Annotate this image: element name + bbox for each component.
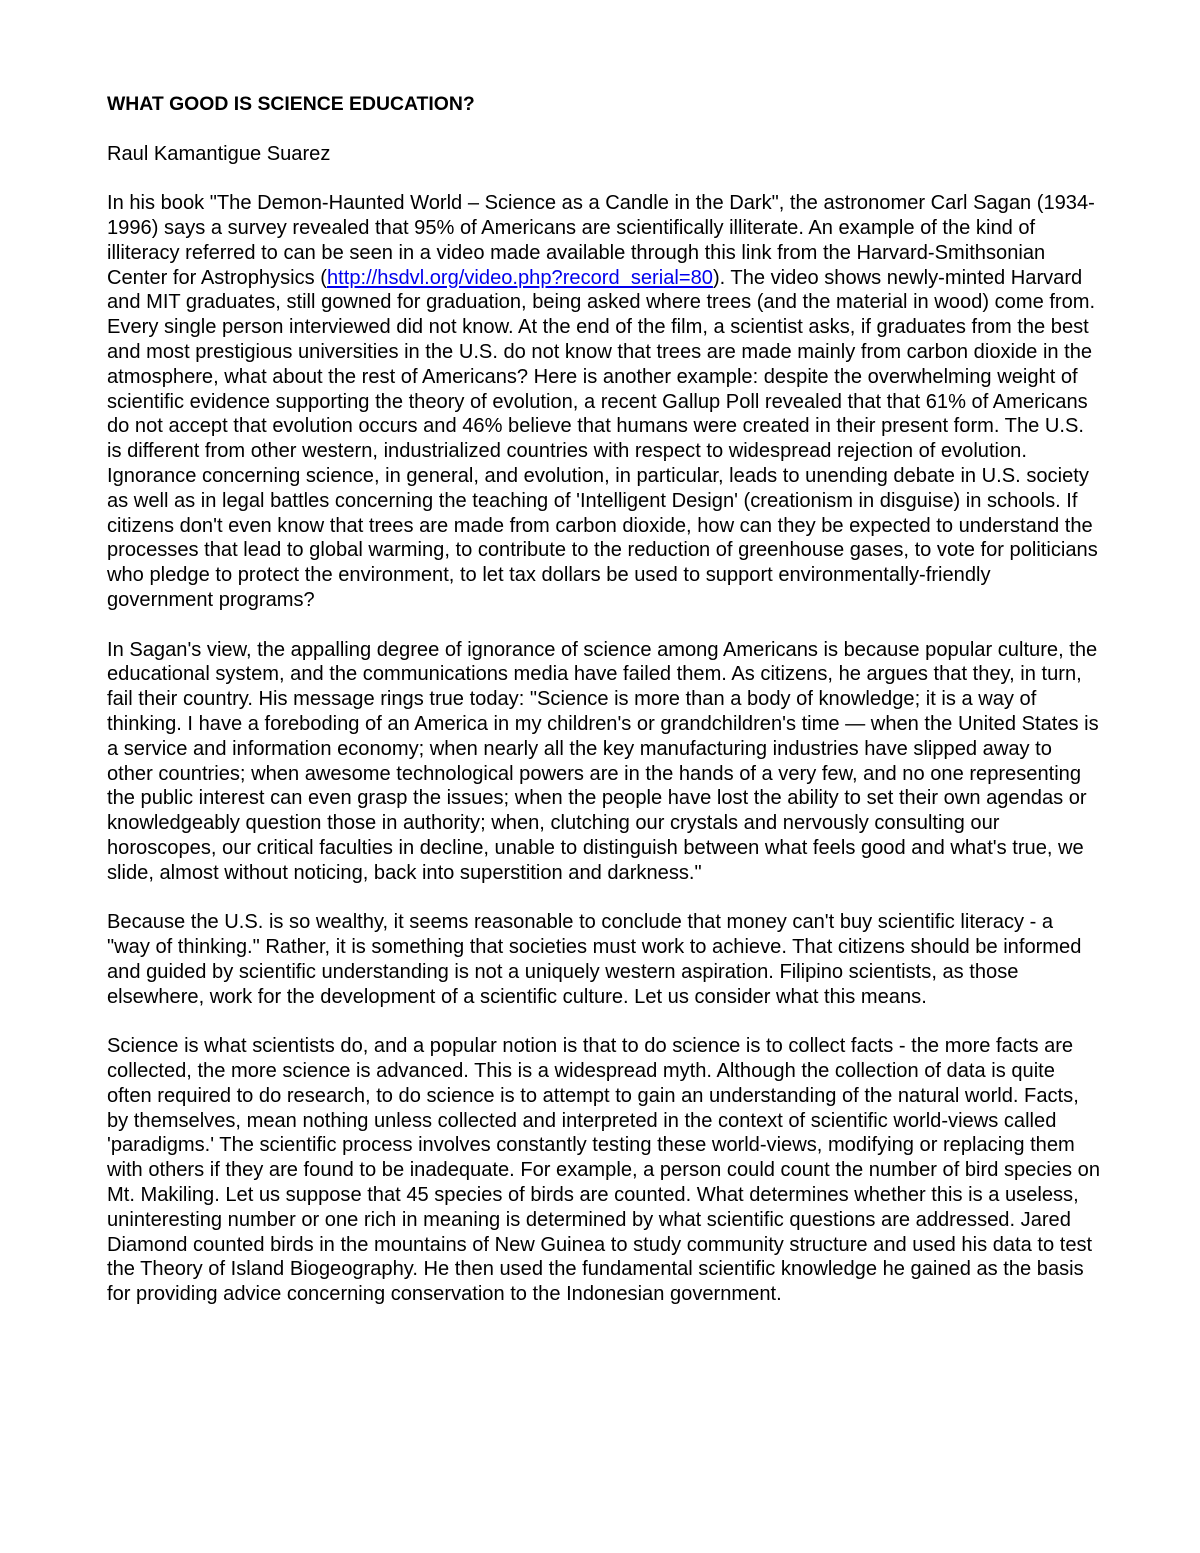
author-name: Raul Kamantigue Suarez (107, 142, 331, 165)
document-body (107, 92, 1100, 1332)
video-link[interactable]: http://hsdvl.org/video.php?record_serial=80 (327, 266, 713, 289)
paragraph-1 (107, 191, 1100, 613)
paragraph-4: Science is what scientists do, and a popular notion is that to do science is to collect facts - the more facts are collected, the more science is advanced. This is a widespread myth. Although the collection of data is quite often required to do research, to do science is to attempt to gain an understanding of the natural world. Facts, by themselves, mean nothing unless collected and interpreted in the context of scientific world-views called 'paradigms.' The scientific process involves constantly testing these world-views, modifying or replacing them with others if they are found to be inadequate. For example, a person could count the number of bird species on Mt. Makiling. Let us suppose that 45 species of birds are counted. What determines whether this is a useless, uninteresting number or one rich in meaning is determined by what scientific questions are addressed. Jared Diamond counted birds in the mountains of New Guinea to study community structure and used his data to test the Theory of Island Biogeography. He then used the fundamental scientific knowledge he gained as the basis for providing advice concerning conservation to the Indonesian government. (107, 1035, 1101, 1306)
paragraph-1-text-before-link: In his book "The Demon-Haunted World – Science as a Candle in the Dark", the astronomer Carl Sagan (1934-1996) says a survey revealed that 95% of Americans are scientifically illiterate. An example of the kind of illiteracy referred to can be seen in a video made available through this link from the Harvard-Smithsonian Center for Astrophysics ( (107, 192, 1095, 289)
paragraph-1-text-after-link: ). The video shows newly-minted Harvard and MIT graduates, still gowned for graduation, being asked where trees (and the material in wood) come from. Every single person interviewed did not know. At the end of the film, a scientist asks, if graduates from the best and most prestigious universities in the U.S. do not know that trees are made mainly from carbon dioxide in the atmosphere, what about the rest of Americans? Here is another example: despite the overwhelming weight of scientific evidence supporting the theory of evolution, a recent Gallup Poll revealed that that 61% of Americans do not accept that evolution occurs and 46% believe that humans were created in their present form. The U.S. is different from other western, industrialized countries with respect to widespread rejection of evolution. Ignorance concerning science, in general, and evolution, in particular, leads to unending debate in U.S. society as well as in legal battles concerning the teaching of 'Intelligent Design' (creationism in disguise) in schools. If citizens don't even know that trees are made from carbon dioxide, how can they be expected to understand the processes that lead to global warming, to contribute to the reduction of greenhouse gases, to vote for politicians who pledge to protect the environment, to let tax dollars be used to support environmentally-friendly government programs? (107, 266, 1098, 611)
paragraph-2: In Sagan's view, the appalling degree of ignorance of science among Americans is because popular culture, the educational system, and the communications media have failed them. As citizens, he argues that they, in turn, fail their country. His message rings true today: "Science is more than a body of knowledge; it is a way of thinking. I have a foreboding of an America in my children's or grandchildren's time — when the United States is a service and information economy; when nearly all the key manufacturing industries have slipped away to other countries; when awesome technological powers are in the hands of a very few, and no one representing the public interest can even grasp the issues; when the people have lost the ability to set their own agendas or knowledgeably question those in authority; when, clutching our crystals and nervously consulting our horoscopes, our critical faculties in decline, unable to distinguish between what feels good and what's true, we slide, almost without noticing, back into superstition and darkness." (107, 638, 1099, 884)
document-title: WHAT GOOD IS SCIENCE EDUCATION? (107, 93, 475, 115)
paragraph-3: Because the U.S. is so wealthy, it seems reasonable to conclude that money can't buy scientific literacy - a "way of thinking." Rather, it is something that societies must work to achieve. That citizens should be informed and guided by scientific understanding is not a uniquely western aspiration. Filipino scientists, as those elsewhere, work for the development of a scientific culture. Let us consider what this means. (107, 911, 1082, 1008)
